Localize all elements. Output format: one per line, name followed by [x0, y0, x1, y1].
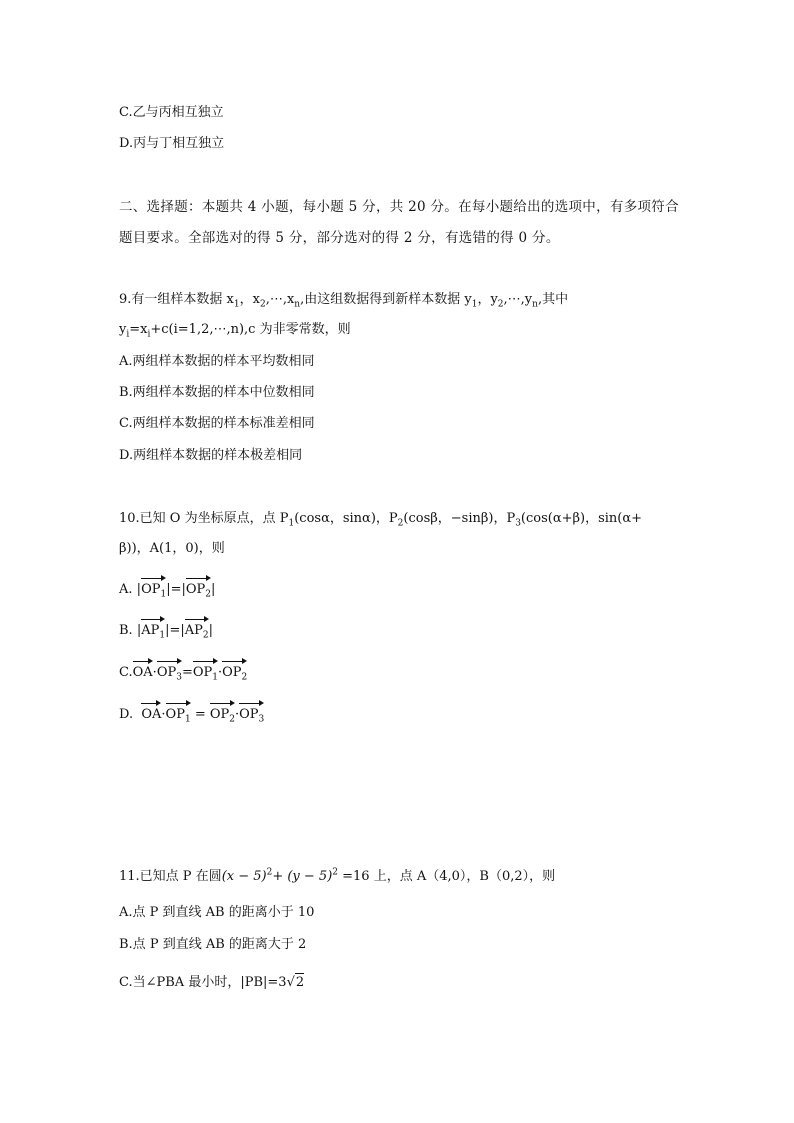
question-11-option-a: A.点 P 到直线 AB 的距离小于 10: [119, 905, 315, 920]
question-9-stem-line2: $y_i=x_i+c(i=1,2,\cdots,n),c$ 为非零常数，则: [119, 322, 351, 340]
vector-ap2: $AP_2$: [185, 618, 209, 640]
vector-op1: $OP_1$: [166, 702, 191, 724]
question-9-option-c: C.两组样本数据的样本标准差相同: [119, 416, 315, 431]
vector-op1: $OP_1$: [141, 577, 166, 599]
question-10-option-d: D. $OA\cdot OP_1 = OP_2\cdot OP_3$: [119, 702, 264, 724]
sqrt-radicand: 2: [295, 975, 305, 990]
question-9-option-b: B.两组样本数据的样本中位数相同: [119, 385, 315, 400]
option-d-top: D.丙与丁相互独立: [119, 136, 225, 151]
question-9-stem-line1: 9.有一组样本数据 $x_1$，$x_2,\cdots,x_n$,由这组数据得到新样本数据 $y_1$，$y_2,\cdots,y_n$,其中: [119, 292, 569, 310]
vector-oa: OA: [133, 660, 153, 682]
question-10-option-a: A. $|OP_1|=|OP_2|$: [119, 577, 215, 599]
question-11-stem: 11.已知点 P 在圆$(x - 5)^2+ (y - 5)^2 =16$ 上，点 A（4,0），B（0,2），则: [119, 867, 556, 884]
question-11-option-b: B.点 P 到直线 AB 的距离大于 2: [119, 937, 307, 952]
question-9-option-d: D.两组样本数据的样本极差相同: [119, 448, 303, 463]
section-2-instruction-line1: 二、选择题：本题共 4 小题，每小题 5 分，共 20 分。在每小题给出的选项中，有多项符合: [119, 199, 679, 215]
vector-op2: $OP_2$: [210, 702, 235, 724]
question-10-option-c: $C.OA\cdot OP_3=OP_1\cdot OP_2$: [119, 660, 247, 682]
section-2-instruction-line2: 题目要求。全部选对的得 5 分，部分选对的得 2 分，有选错的得 0 分。: [119, 230, 560, 246]
vector-oa: OA: [141, 702, 161, 724]
vector-op3: $OP_3$: [157, 660, 182, 682]
question-10-option-b: B. $|AP_1|=|AP_2|$: [119, 618, 213, 640]
vector-op3: $OP_3$: [239, 702, 264, 724]
question-10-stem-line2: β))，A(1，0)，则: [119, 541, 225, 556]
question-10-stem-line1: 10.已知 O 为坐标原点，点 $P_1(\cos\alpha$，sinα)，$P_2(\cos\beta$，−sinβ)，$P_3(\cos(\alpha+\beta)$，sin(α+: [119, 511, 643, 529]
vector-op2: $OP_2$: [186, 577, 211, 599]
vector-ap1: $AP_1$: [141, 618, 165, 640]
option-c-top: C.乙与丙相互独立: [119, 105, 224, 120]
vector-op2: $OP_2$: [222, 660, 247, 682]
vector-op1: $OP_1$: [193, 660, 218, 682]
question-9-option-a: A.两组样本数据的样本平均数相同: [119, 354, 315, 369]
question-11-option-c: C.当∠PBA 最小时，|PB|=3√2: [119, 975, 305, 990]
